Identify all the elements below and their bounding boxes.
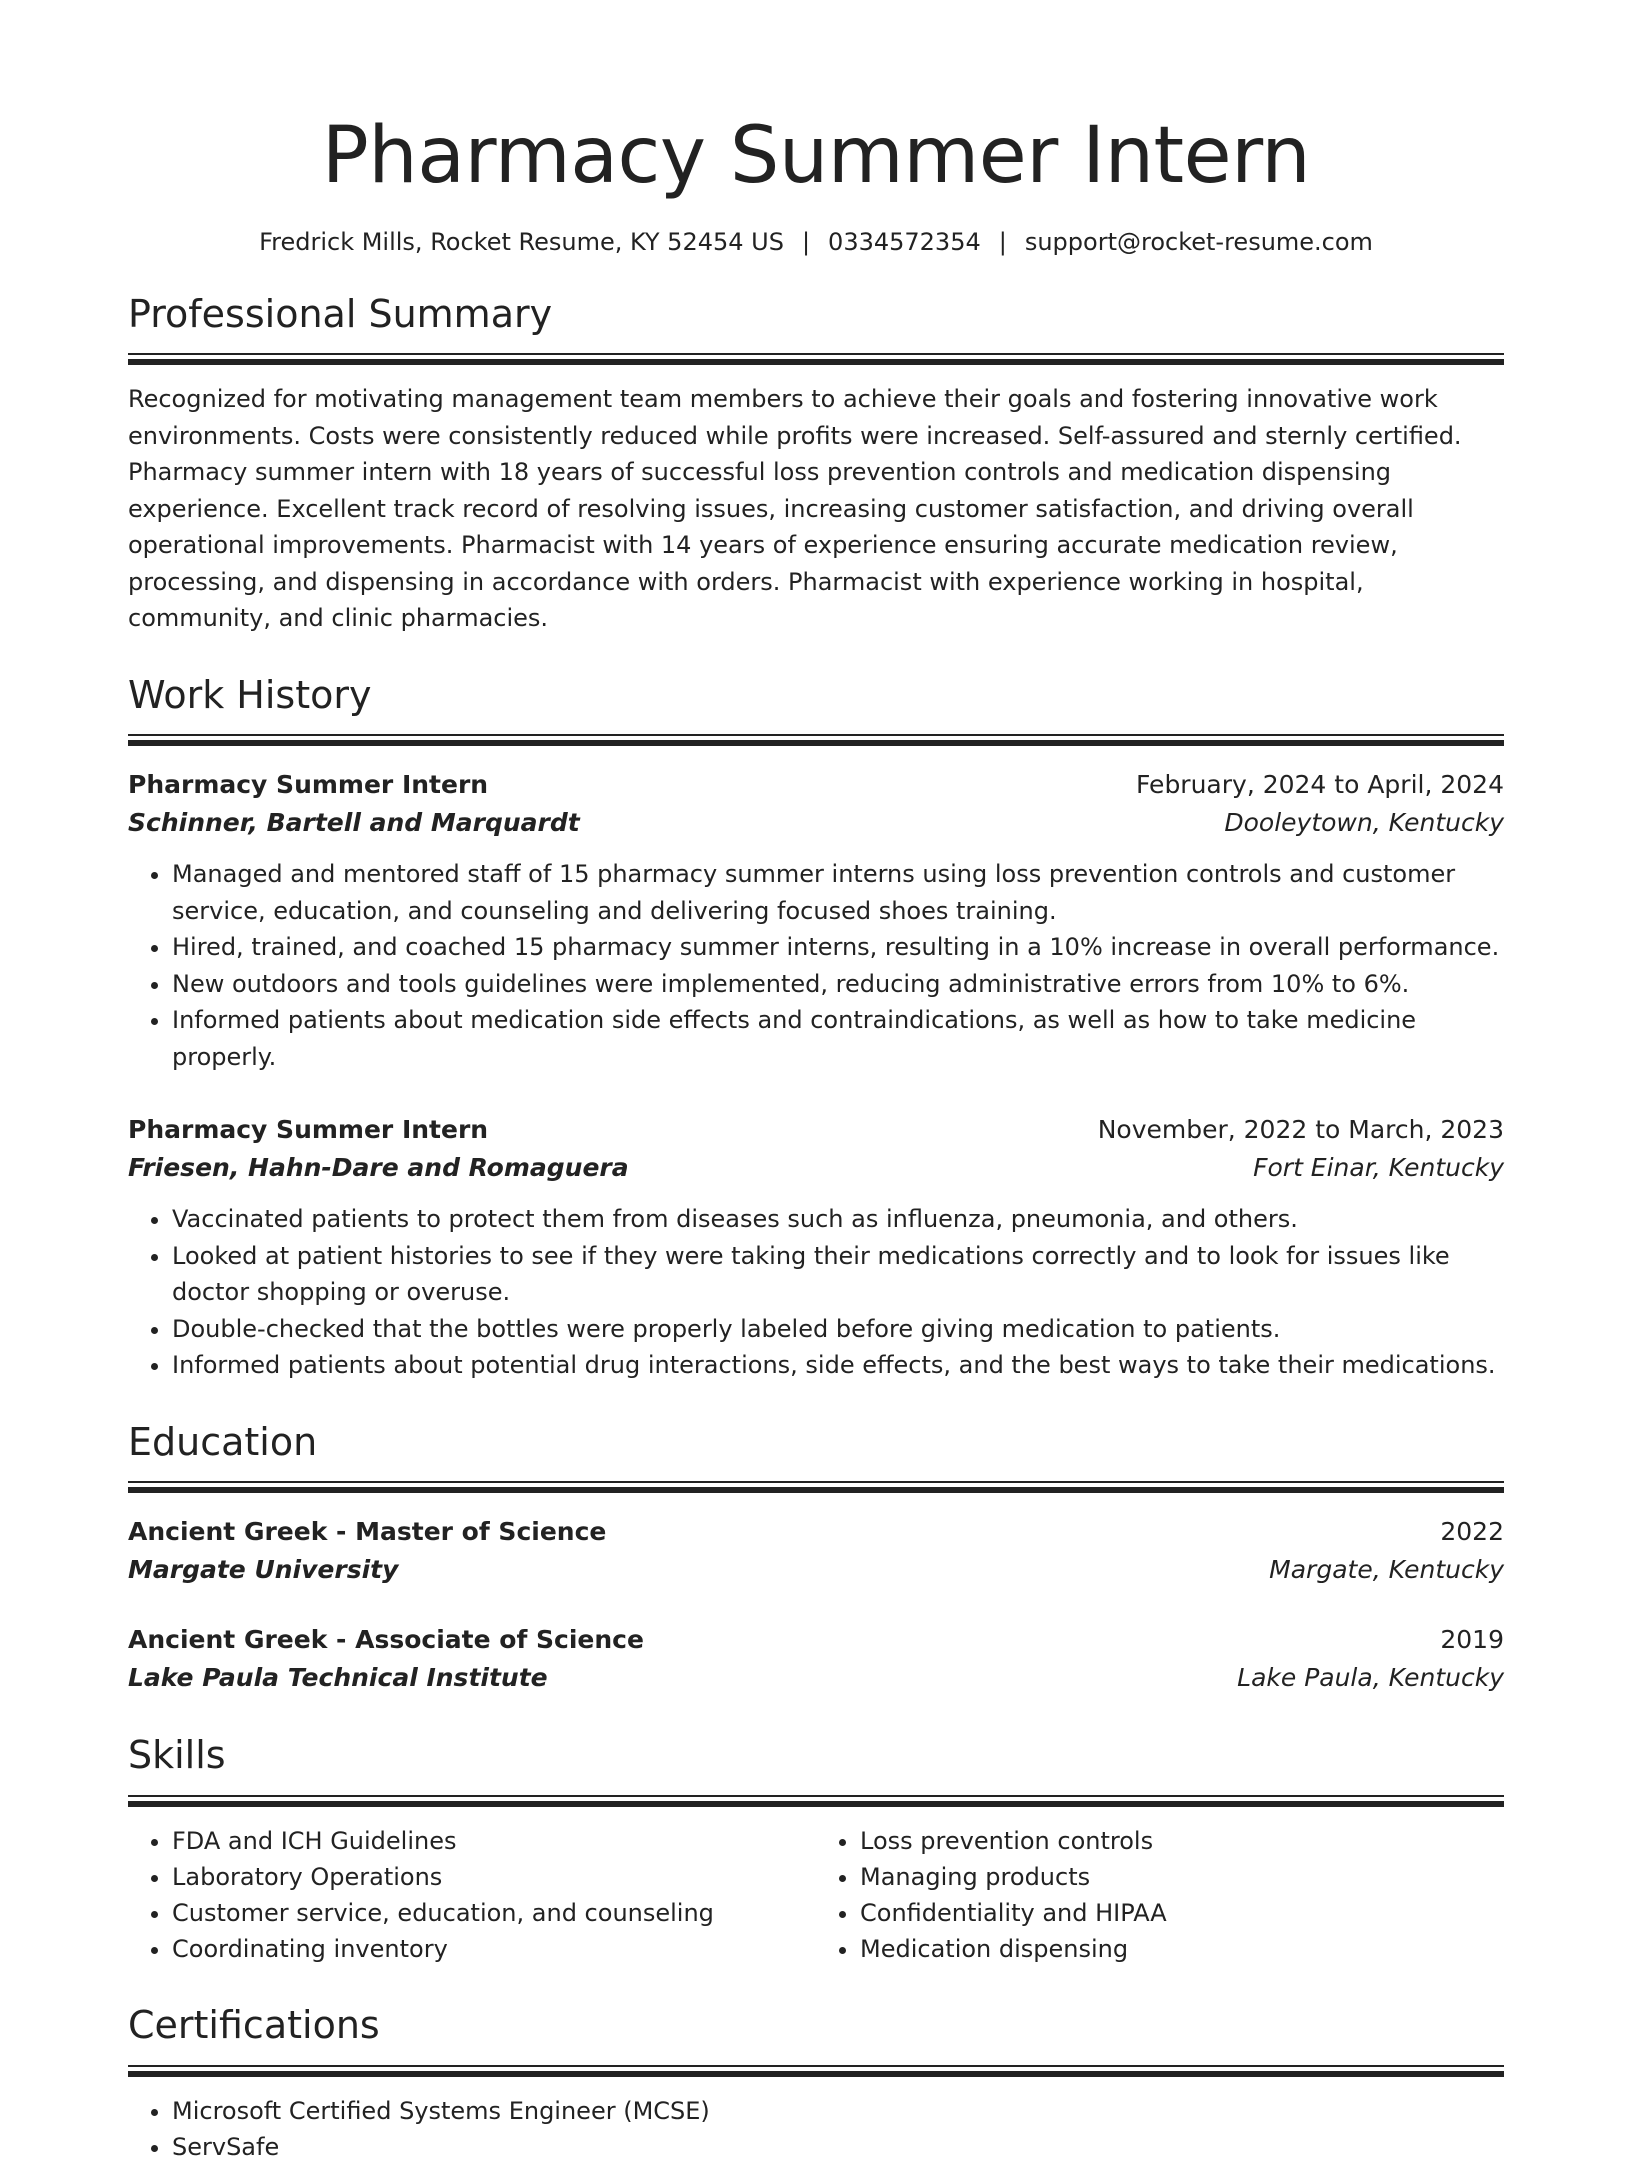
certifications-section xyxy=(128,2003,1504,2165)
contact-address: Fredrick Mills, Rocket Resume, KY 52454 US xyxy=(259,227,784,256)
skill-item: • Confidentiality and HIPAA xyxy=(860,1895,1504,1931)
section-heading-work: Work History xyxy=(128,672,372,717)
list-item: • Double-checked that the bottles were properly labeled before giving medication to patients. xyxy=(172,1311,1504,1348)
contact-phone: 0334572354 xyxy=(828,227,981,256)
section-divider xyxy=(128,734,1504,746)
skill-item: • Medication dispensing xyxy=(860,1931,1504,1967)
list-item: • Informed patients about medication side effects and contraindications, as well as how to take medicine properly. xyxy=(172,1002,1504,1075)
summary-text: Recognized for motivating management team members to achieve their goals and fostering innovative work environments. Costs were consistently reduced while profits were increased. Self-assured and sternly certified. Pharmacy summer intern with 18 years of successful loss prevention controls and medication dispensing experience. Excellent track record of resolving issues, increasing customer satisfaction, and driving overall operational improvements. Pharmacist with 14 years of experience ensuring accurate medication review, processing, and dispensing in accordance with orders. Pharmacist with experience working in hospital, community, and clinic pharmacies. xyxy=(128,385,1462,633)
job-company: Schinner, Bartell and Marquardt xyxy=(128,808,580,838)
section-divider xyxy=(128,353,1504,365)
list-item: • New outdoors and tools guidelines were implemented, reducing administrative errors from 10% to 6%. xyxy=(172,966,1504,1003)
skill-item: • Coordinating inventory xyxy=(172,1931,816,1967)
skill-item: • Laboratory Operations xyxy=(172,1859,816,1895)
list-item: • Hired, trained, and coached 15 pharmacy summer interns, resulting in a 10% increase in overall performance. xyxy=(172,929,1504,966)
skills-list-right xyxy=(816,1823,1504,1967)
certifications-list xyxy=(128,2093,1504,2165)
skill-item: • Customer service, education, and counseling xyxy=(172,1895,816,1931)
graduation-year: 2019 xyxy=(1440,1625,1504,1655)
school-location: Margate, Kentucky xyxy=(1269,1555,1504,1585)
school-name: Lake Paula Technical Institute xyxy=(128,1663,548,1693)
list-item: • Informed patients about potential drug interactions, side effects, and the best ways to take their medications. xyxy=(172,1347,1504,1384)
education-section xyxy=(128,1420,1504,1698)
degree: Ancient Greek - Master of Science xyxy=(128,1517,607,1547)
job-dates: February, 2024 to April, 2024 xyxy=(1136,770,1504,800)
certification-item: • Microsoft Certified Systems Engineer (MCSE) xyxy=(172,2093,1504,2129)
contact-email: support@rocket-resume.com xyxy=(1024,227,1373,256)
summary-section xyxy=(128,292,1504,637)
job-location: Fort Einar, Kentucky xyxy=(1253,1153,1504,1183)
section-divider xyxy=(128,2065,1504,2077)
skill-item: • FDA and ICH Guidelines xyxy=(172,1823,816,1859)
section-heading-summary: Professional Summary xyxy=(128,291,553,336)
job-bullets xyxy=(128,856,1504,1075)
contact-separator: | xyxy=(801,227,811,256)
section-heading-certifications: Certifications xyxy=(128,2002,380,2047)
section-heading-education: Education xyxy=(128,1419,318,1464)
contact-line xyxy=(128,228,1504,256)
list-item: • Managed and mentored staff of 15 pharmacy summer interns using loss prevention controls and customer service, education, and counseling and delivering focused shoes training. xyxy=(172,856,1504,929)
school-name: Margate University xyxy=(128,1555,399,1585)
job-entry xyxy=(128,1111,1504,1384)
list-item: • Looked at patient histories to see if they were taking their medications correctly and to look for issues like doctor shopping or overuse. xyxy=(172,1238,1504,1311)
skills-section xyxy=(128,1733,1504,1967)
skills-list-left xyxy=(128,1823,816,1967)
skills-columns xyxy=(128,1823,1504,1967)
contact-separator: | xyxy=(998,227,1007,256)
job-title: Pharmacy Summer Intern xyxy=(128,1115,489,1145)
resume-title: Pharmacy Summer Intern xyxy=(321,111,1311,201)
list-item: • Vaccinated patients to protect them from diseases such as influenza, pneumonia, and others. xyxy=(172,1201,1504,1238)
school-location: Lake Paula, Kentucky xyxy=(1237,1663,1504,1693)
skill-item: • Managing products xyxy=(860,1859,1504,1895)
certification-item: • ServSafe xyxy=(172,2129,1504,2165)
education-entry xyxy=(128,1513,1504,1589)
education-entry xyxy=(128,1621,1504,1697)
job-dates: November, 2022 to March, 2023 xyxy=(1097,1115,1504,1145)
section-divider xyxy=(128,1795,1504,1807)
skill-item: • Loss prevention controls xyxy=(860,1823,1504,1859)
job-entry xyxy=(128,766,1504,1075)
work-history-section xyxy=(128,673,1504,1384)
graduation-year: 2022 xyxy=(1440,1517,1504,1547)
job-title: Pharmacy Summer Intern xyxy=(128,770,489,800)
degree: Ancient Greek - Associate of Science xyxy=(128,1625,644,1655)
section-heading-skills: Skills xyxy=(128,1733,226,1778)
job-bullets xyxy=(128,1201,1504,1384)
job-location: Dooleytown, Kentucky xyxy=(1224,808,1504,838)
job-company: Friesen, Hahn-Dare and Romaguera xyxy=(128,1153,629,1183)
section-divider xyxy=(128,1481,1504,1493)
